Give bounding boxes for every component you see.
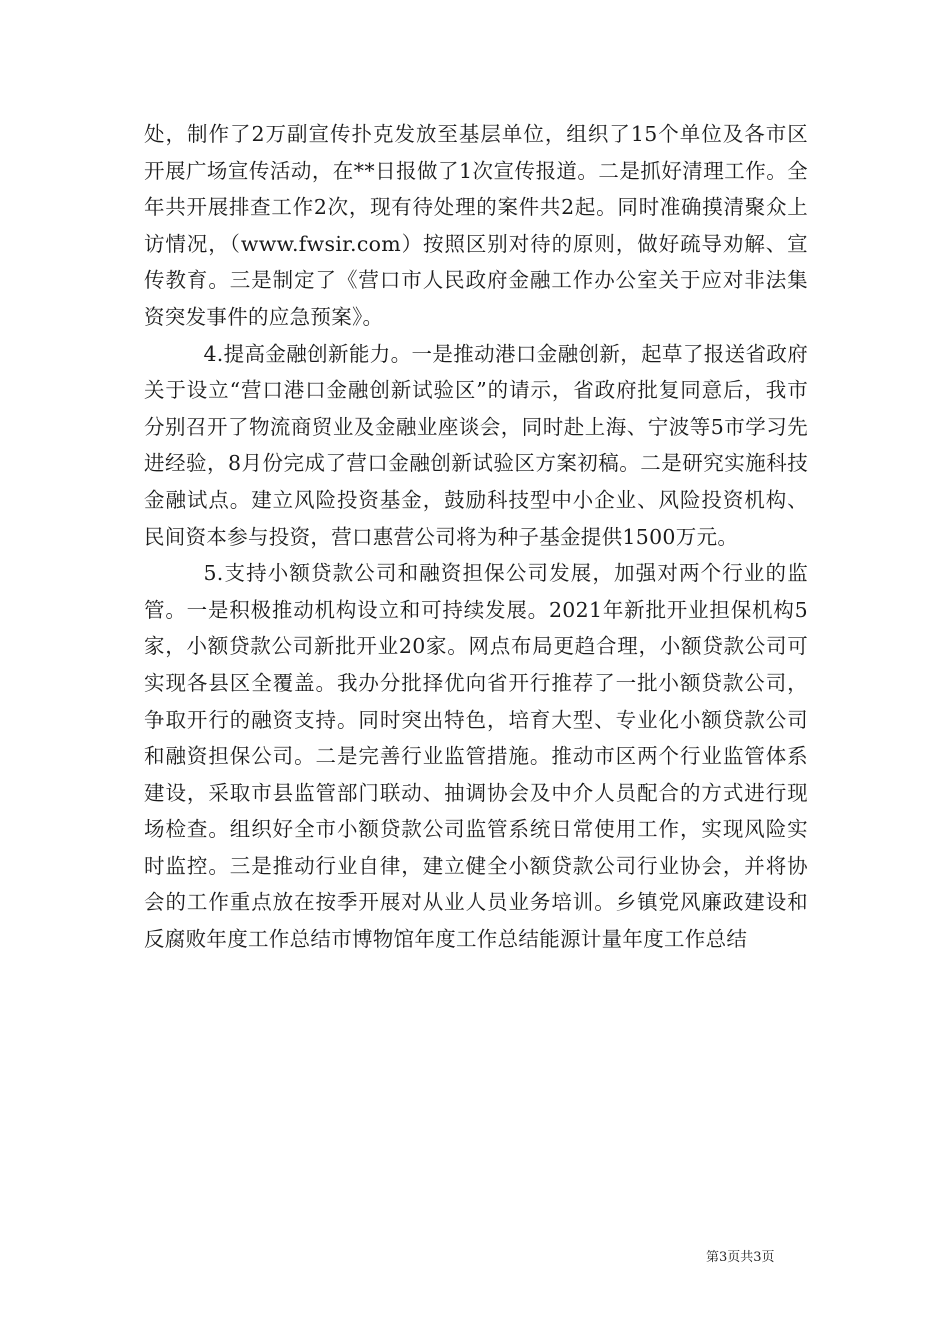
paragraph-3: 5.支持小额贷款公司和融资担保公司发展，加强对两个行业的监管。一是积极推动机构设立和可持续发展。2021年新批开业担保机构5家，小额贷款公司新批开业20家。网点布局更趋合理，小额贷款公司可实现各县区全覆盖。我办分批择优向省开行推荐了一批小额贷款公司，争取开行的融资支持。同时突出特色，培育大型、专业化小额贷款公司和融资担保公司。二是完善行业监管措施。推动市区两个行业监管体系建设，采取市县监管部门联动、抽调协会及中介人员配合的方式进行现场检查。组织好全市小额贷款公司监管系统日常使用工作，实现风险实时监控。三是推动行业自律，建立健全小额贷款公司行业协会，并将协会的工作重点放在按季开展对从业人员业务培训。乡镇党风廉政建设和反腐败年度工作总结市博物馆年度工作总结能源计量年度工作总结 <box>144 561 808 952</box>
paragraph-2: 4.提高金融创新能力。一是推动港口金融创新，起草了报送省政府关于设立“营口港口金融创新试验区”的请示，省政府批复同意后，我市分别召开了物流商贸业及金融业座谈会，同时赴上海、宁波等5市学习先进经验，8月份完成了营口金融创新试验区方案初稿。二是研究实施科技金融试点。建立风险投资基金，鼓励科技型中小企业、风险投资机构、民间资本参与投资，营口惠营公司将为种子基金提供1500万元。 <box>144 341 808 549</box>
document-body <box>144 116 808 958</box>
page-number-footer: 第3页共3页 <box>706 1250 775 1265</box>
paragraph-1: 处，制作了2万副宣传扑克发放至基层单位，组织了15个单位及各市区开展广场宣传活动，在**日报做了1次宣传报道。二是抓好清理工作。全年共开展排查工作2次，现有待处理的案件共2起。同时准确摸清聚众上访情况，（www.fwsir.com）按照区别对待的原则，做好疏导劝解、宣传教育。三是制定了《营口市人民政府金融工作办公室关于应对非法集资突发事件的应急预案》。 <box>144 122 808 329</box>
